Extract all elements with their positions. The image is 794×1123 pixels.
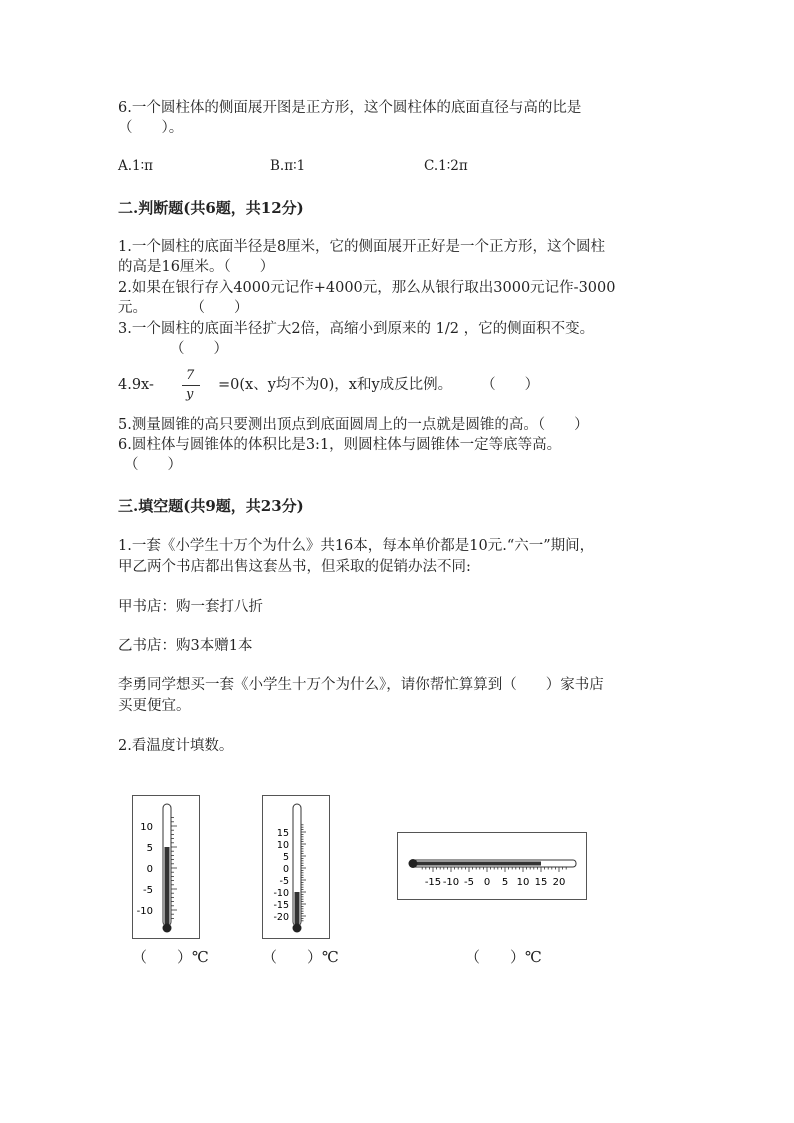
t3-tick-label: 5 [501,877,509,888]
t2-tick-label: -10 [273,888,289,899]
s3-q2: 2.看温度计填数。 [118,738,234,754]
thermometer-1-frame [132,795,200,939]
s2-q6-line1: 6.圆柱体与圆锥体的体积比是3:1，则圆柱体与圆锥体一定等底等高。 [118,437,562,453]
t3-tick-label: 10 [516,877,530,888]
t2-tick-label: 10 [276,840,289,851]
t2-tick-label: 15 [276,828,289,839]
thermometer-1-liquid [165,847,170,924]
s2-q4-numerator: 7 [186,368,195,383]
thermometer-1 [133,796,199,938]
s3-q1-line3[interactable]: 李勇同学想买一套《小学生十万个为什么》，请你帮忙算算到（ ）家书店 [118,677,604,693]
fraction-bar [182,385,200,386]
t3-tick-label: -5 [464,877,474,888]
s2-q5[interactable]: 5.测量圆锥的高只要测出顶点到底面圆周上的一点就是圆锥的高。（ ） [118,417,589,433]
t2-tick-label: 0 [282,864,289,875]
q6-stem: 6.一个圆柱体的侧面展开图是正方形，这个圆柱体的底面直径与高的比是 [118,100,582,116]
t3-tick-label: 15 [534,877,548,888]
t2-tick-label: -20 [273,912,289,923]
s3-store-a: 甲书店：购一套打八折 [118,599,263,615]
s2-q6-blank[interactable]: （ ） [124,457,182,473]
t3-tick-label: 0 [483,877,491,888]
s2-q4-denominator: y [186,387,194,402]
s3-q1-line1: 1.一套《小学生十万个为什么》共16本，每本单价都是10元.“六一”期间， [118,538,595,554]
s3-q1-line4: 买更便宜。 [118,698,191,714]
thermometer-3-frame [397,832,587,900]
t2-tick-label: 5 [282,852,289,863]
t3-tick-label: -15 [424,877,442,888]
t1-tick-label: 5 [146,843,153,854]
s2-q4-suffix[interactable]: =0(x、y均不为0)，x和y成反比例。 （ ） [218,377,540,393]
thermometer-2-answer[interactable]: （ ）℃ [262,948,339,966]
t1-tick-label: 10 [140,822,153,833]
t1-tick-label: 0 [146,864,153,875]
t2-tick-label: -15 [273,900,289,911]
q6-option-a[interactable]: A.1∶π [118,158,154,174]
s3-store-b: 乙书店：购3本赠1本 [118,638,253,654]
thermometer-1-bulb [163,924,172,933]
thermometer-1-answer[interactable]: （ ）℃ [132,948,209,966]
s2-q1-line1: 1.一个圆柱的底面半径是8厘米，它的侧面展开正好是一个正方形，这个圆柱 [118,239,606,255]
q6-option-b[interactable]: B.π∶1 [270,158,306,174]
q6-option-c[interactable]: C.1∶2π [424,158,468,174]
s2-q1-line2[interactable]: 的高是16厘米。（ ） [118,259,275,275]
t1-tick-label: -5 [143,885,153,896]
t3-tick-label: -10 [442,877,460,888]
thermometer-3 [398,833,586,899]
section3-heading: 三.填空题(共9题，共23分) [118,497,304,515]
s2-q2-line1: 2.如果在银行存入4000元记作+4000元，那么从银行取出3000元记作-3000 [118,280,616,296]
thermometer-2 [263,796,329,938]
s2-q4-prefix: 4.9x- [118,377,154,393]
thermometer-3-answer[interactable]: （ ）℃ [465,948,542,966]
s2-q3-line1: 3.一个圆柱的底面半径扩大2倍，高缩小到原来的 1/2 ，它的侧面积不变。 [118,321,595,337]
q6-blank[interactable]: （ ）。 [118,120,184,136]
t3-tick-label: 20 [552,877,566,888]
s2-q3-blank[interactable]: （ ） [170,341,228,357]
t2-tick-label: -5 [279,876,289,887]
s3-q1-line2: 甲乙两个书店都出售这套丛书，但采取的促销办法不同: [118,559,471,575]
section2-heading: 二.判断题(共6题，共12分) [118,199,304,217]
thermometer-3-liquid [414,862,541,866]
thermometer-2-bulb [293,924,302,933]
t1-tick-label: -10 [136,906,153,917]
s2-q2-line2[interactable]: 元。 （ ） [118,300,249,316]
thermometer-2-liquid [295,892,300,924]
thermometer-3-bulb [409,859,418,868]
thermometer-2-frame [262,795,330,939]
